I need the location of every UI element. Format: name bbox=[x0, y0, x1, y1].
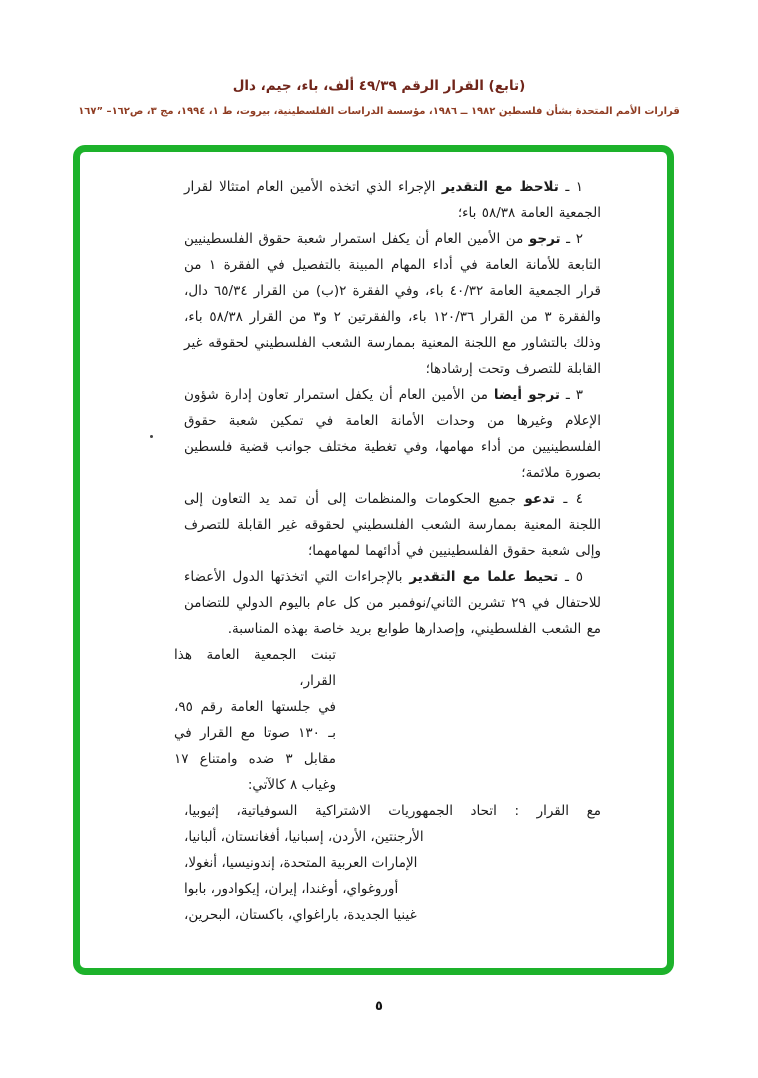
adoption-note-line: في جلستها العامة رقم ٩٥، bbox=[174, 699, 336, 715]
adoption-note-line: تبنت الجمعية العامة هذا القرار، bbox=[174, 647, 336, 689]
source-citation-line: قرارات الأمم المتحدة بشأن فلسطين ١٩٨٢ ــ ١٩٨٦، مؤسسة الدراسات الفلسطينية، بيروت، ط ١، ١٩٩٤، مج ٣، ص١٦٢– ١٦٧ˮ bbox=[78, 106, 680, 117]
vote-country-line: الأرجنتين، الأردن، إسبانيا، أفغانستان، ألبانيا، bbox=[184, 829, 424, 845]
adoption-note-line: بـ ١٣٠ صوتا مع القرار في bbox=[174, 725, 336, 741]
resolution-paragraph: ٥ ـ تحيط علما مع التقدير بالإجراءات التي اتخذتها الدول الأعضاء للاحتفال في ٢٩ تشرين الثاني/نوفمبر من كل عام باليوم الدولي للتضامن مع الشعب الفلسطيني، وإصدارها طوابع بريد خاصة بهذه المناسبة. bbox=[184, 569, 601, 637]
paragraph-lead-bold: تدعو bbox=[524, 491, 555, 507]
page-title: (تابع) القرار الرقم ٤٩/٣٩ ألف، باء، جيم، دال bbox=[232, 78, 526, 94]
resolution-paragraph: ٢ ـ ترجو من الأمين العام أن يكفل استمرار شعبة حقوق الفلسطينيين التابعة للأمانة العامة في أداء المهام المبينة بالتفصيل في الفقرة ١ من قرار الجمعية العامة ٤٠/٣٢ باء، وفي الفقرة ٢(ب) من القرار ٦٥/٣٤ دال، والفقرة ٣ من القرار ١٢٠/٣٦ باء، والفقرتين ٢ و٣ من القرار ٥٨/٣٨ باء، وذلك بالتشاور مع اللجنة المعنية بممارسة الشعب الفلسطيني لحقوقه غير القابلة للتصرف وتحت إرشادها؛ bbox=[184, 231, 601, 377]
adoption-note-line: مقابل ٣ ضده وامتناع ١٧ bbox=[174, 751, 336, 767]
vote-country-line: أوروغواي، أوغندا، إيران، إيكوادور، بابوا bbox=[184, 881, 399, 897]
adoption-note-line: وغياب ٨ كالآتي: bbox=[247, 777, 336, 793]
decree-border-box bbox=[73, 145, 674, 975]
adoption-note bbox=[174, 642, 336, 798]
paragraph-lead-bold: تحيط علما مع التقدير bbox=[409, 569, 559, 585]
paragraph-lead-bold: ترجو bbox=[528, 231, 561, 247]
resolution-paragraphs bbox=[184, 174, 601, 642]
page-number: ٥ bbox=[375, 999, 383, 1014]
vote-with-label-line: مع القرار : اتحاد الجمهوريات الاشتراكية السوفياتية، إثيوبيا، bbox=[184, 803, 601, 819]
resolution-text bbox=[80, 152, 667, 968]
ink-dot-artifact bbox=[150, 435, 153, 438]
resolution-paragraph: ٣ ـ ترجو أيضا من الأمين العام أن يكفل استمرار تعاون إدارة شؤون الإعلام وغيرها من وحدات الأمانة العامة في تمكين شعبة حقوق الفلسطينيين من أداء مهامها، وفي تغطية مختلف جوانب قضية فلسطين بصورة ملائمة؛ bbox=[184, 387, 601, 481]
paragraph-lead-bold: تلاحظ مع التقدير bbox=[441, 179, 559, 195]
resolution-paragraph: ٤ ـ تدعو جميع الحكومات والمنظمات إلى أن تمد يد التعاون إلى اللجنة المعنية بممارسة الشعب الفلسطيني لحقوقه غير القابلة للتصرف وإلى شعبة حقوق الفلسطينيين في أدائهما لمهامهما؛ bbox=[184, 491, 601, 559]
resolution-paragraph: ١ ـ تلاحظ مع التقدير الإجراء الذي اتخذه الأمين العام امتثالا لقرار الجمعية العامة ٥٨/٣٨ باء؛ bbox=[184, 179, 601, 221]
vote-country-line: غينيا الجديدة، باراغواي، باكستان، البحرين، bbox=[184, 907, 417, 923]
vote-result-list bbox=[184, 798, 601, 928]
paragraph-lead-bold: ترجو أيضا bbox=[493, 387, 560, 403]
vote-country-line: الإمارات العربية المتحدة، إندونيسيا، أنغولا، bbox=[184, 855, 418, 871]
